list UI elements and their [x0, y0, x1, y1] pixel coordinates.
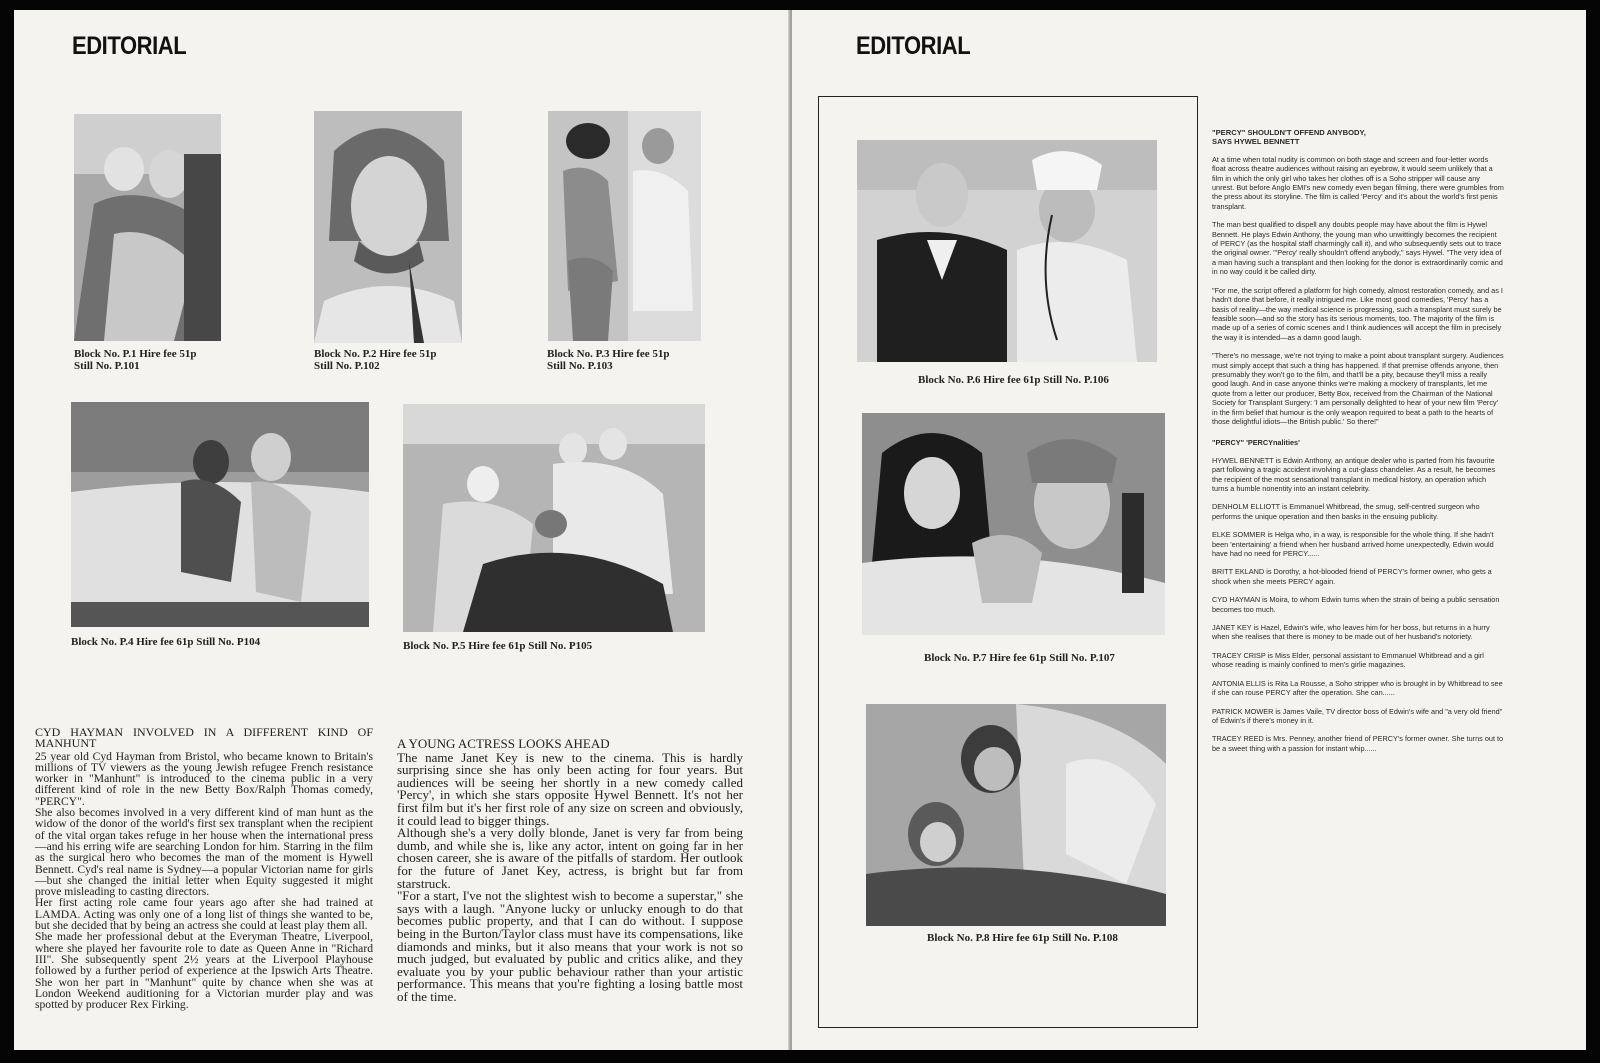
article-paragraph: Her first acting role came four years ago after she had trained at LAMDA. Acting was only one of a long list of things she wanted to be, but she decided that by being an actress she could at least play them all. [35, 896, 373, 933]
column-paragraph: At a time when total nudity is common on both stage and screen and four-letter words float across theatre audiences without raising an eyebrow, it would seem unlikely that a film in which the only girl who takes her clothes off is a Soho stripper will cause any unrest. But before Anglo EMI's new comedy even began filming, there were grumbles from the press about its storyline. The film is called 'Percy' and it's about the world's first penis transplant. [1212, 154, 1504, 211]
cast-entry: JANET KEY is Hazel, Edwin's wife, who leaves him for her boss, but returns in a hurry when she realises that there is money to be made out of her husband's notoriety. [1212, 623, 1490, 642]
caption-p5 [403, 640, 592, 652]
still-photo-p103 [548, 111, 701, 341]
caption-p1-line1: Block No. P.1 Hire fee 51p [74, 348, 197, 360]
caption-p5-line1: Block No. P.5 Hire fee 61p Still No. P105 [403, 640, 593, 652]
cast-entry: DENHOLM ELLIOTT is Emmanuel Whitbread, the smug, self-centred surgeon who performs the unique operation and then basks in the ensuing publicity. [1212, 502, 1480, 521]
percy-article-column [1212, 128, 1504, 762]
cast-entry: PATRICK MOWER is James Vaile, TV director boss of Edwin's wife and "a very old friend" of Edwin's if there's money in it. [1212, 706, 1503, 725]
article-young-actress-title: A YOUNG ACTRESS LOOKS AHEAD [397, 736, 610, 751]
still-photo-p106 [857, 140, 1157, 362]
right-heading: EDITORIAL [856, 32, 971, 60]
article-paragraph: Although she's a very dolly blonde, Janet is very far from being dumb, and while she is, like any actor, intent on going far in her chosen career, she is aware of the pitfalls of stardom. Her outlook for the future of Janet Key, actress, is bright but far from starstruck. [397, 825, 743, 891]
article-young-actress [397, 738, 743, 1003]
article-paragraph: 25 year old Cyd Hayman from Bristol, who became known to Britain's millions of TV viewers as the young Jewish refugee French resistance worker in "Manhunt" is introduced to the cinema public in a very different kind of role in the new Betty Box/Ralph Thomas comedy, "PERCY". [35, 749, 373, 808]
caption-p8 [927, 932, 1118, 944]
caption-p1-line2: Still No. P.101 [74, 360, 140, 372]
column-paragraph: The man best qualified to dispell any doubts people may have about the film is Hywel Bennett. He plays Edwin Anthony, the young man who unwittingly becomes the recipient of PERCY (as the hospital staff charmingly call it), and who subsequently sets out to trace the original owner. "'Percy' really shouldn't offend anybody," says Hywel. "The very idea of a man having such a transplant and then looking for the donor is extraordinarily comic and in no way could it be called dirty. [1212, 220, 1503, 277]
caption-p6 [918, 374, 1109, 386]
still-photo-p105 [403, 404, 705, 632]
caption-p3-line2: Still No. P.103 [547, 360, 613, 372]
cast-entry: CYD HAYMAN is Moira, to whom Edwin turns when the strain of being a public sensation becomes too much. [1212, 595, 1500, 614]
left-page [14, 10, 790, 1050]
column-paragraph: "For me, the script offered a platform for high comedy, almost restoration comedy, and as I hadn't done that before, it really intrigued me. Like most good comedies, 'Percy' has a basis of reality—the way medical science is progressing, such a transplant must surely be feasible soon—and so the story has its serious moments, too. The majority of the film is made up of a series of comic scenes and I think audiences will accept the film in precisely the way it is intended—as a damn good laugh. [1212, 285, 1503, 342]
cast-entry: BRITT EKLAND is Dorothy, a hot-blooded friend of PERCY's former owner, who gets a shock when she meets PERCY again. [1212, 567, 1492, 586]
article-paragraph: The name Janet Key is new to the cinema. This is hardly surprising since she has only been acting for four years. But audiences will be seeing her shortly in a new comedy called 'Percy', in which she stars opposite Hywel Bennett. It's not her first film but it's her first role of any size on screen and obviously, it could lead to bigger things. [397, 749, 743, 828]
caption-p2-line2: Still No. P.102 [314, 360, 380, 372]
percynalities-subtitle: "PERCY" 'PERCYnalities' [1212, 438, 1300, 448]
caption-p7-line1: Block No. P.7 Hire fee 61p Still No. P.107 [924, 652, 1115, 664]
column-paragraph: "There's no message, we're not trying to make a point about transplant surgery. Audiences must simply accept that such a thing has happened. If that premise offends anyone, then presumably they won't go to the film, and that'll be a pity, because they'll miss a really good laugh. And in case anyone thinks we're making a mockery of transplants, let me quote from a letter our producer, Betty Box, received from the Chairman of the National Society for Transplant Surgery: 'I am personally delighted to hear of your new film 'Percy' in the firm belief that humour is the only weapon required to beat a path to the hearts of those delightful idiots—the British public.' So there!" [1212, 351, 1504, 426]
caption-p2 [314, 348, 437, 372]
cast-entry: TRACEY CRISP is Miss Elder, personal assistant to Emmanuel Whitbread and a girl whose reading is mainly confined to men's girlie magazines. [1212, 650, 1484, 670]
caption-p1 [74, 348, 197, 372]
caption-p4-line1: Block No. P.4 Hire fee 61p Still No. P104 [71, 636, 261, 648]
still-photo-p101 [74, 114, 221, 341]
still-photo-p108 [866, 704, 1166, 926]
caption-p6-line1: Block No. P.6 Hire fee 61p Still No. P.106 [918, 374, 1109, 386]
article-paragraph: "For a start, I've not the slightest wish to become a superstar," she says with a laugh. "Anyone lucky or unlucky enough to do that becomes public property, and that I can do without. I suppose being in the Burton/Taylor class must have its compensations, like diamonds and minks, but it also means that your work is not so much judged, but evaluated by public and critics alike, and they evaluate you by your public behaviour rather than your artistic performance. This means that you're fighting a losing battle most of the time. [397, 888, 743, 1004]
caption-p4 [71, 636, 260, 648]
percy-article-title [1212, 128, 1504, 147]
article-cyd-hayman [35, 727, 373, 1010]
cast-entry: ANTONIA ELLIS is Rita La Rousse, a Soho stripper who is brought in by Whitbread to see if she can rouse PERCY after the operation. She can...... [1212, 678, 1503, 698]
caption-p8-line1: Block No. P.8 Hire fee 61p Still No. P.108 [927, 932, 1118, 944]
article-paragraph: She made her professional debut at the Everyman Theatre, Liverpool, where she played her favourite role to date as Queen Anne in "Richard III". She subsequently spent 2½ years at the Liverpool Playhouse followed by a further period of experience at the Ipswich Arts Theatre. She won her part in "Manhunt" quite by chance when she was at London Weekend auditioning for a Victorian murder play and was spotted by producer Rex Firking. [35, 930, 373, 1012]
caption-p2-line1: Block No. P.2 Hire fee 51p [314, 348, 437, 360]
percy-article-title-line2: SAYS HYWEL BENNETT [1212, 137, 1300, 147]
caption-p3-line1: Block No. P.3 Hire fee 51p [547, 348, 670, 360]
percy-article-title-line1: "PERCY" SHOULDN'T OFFEND ANYBODY, [1212, 128, 1366, 137]
cast-entry: TRACEY REED is Mrs. Penney, another friend of PERCY's former owner. She turns out to be a sweet thing with a passion for instant whip...... [1212, 734, 1504, 753]
still-photo-p107 [862, 413, 1165, 635]
article-paragraph: She also becomes involved in a very different kind of man hunt as the widow of the donor of the world's first sex transplant when the recipient of the vital organ takes refuge in her house when the international press—and his erring wife are searching London for him. Starring in the film as the surgical hero who becomes the man of the moment is Hywell Bennett. Cyd's real name is Sydney—a popular Victorian name for girls—but she changed the initial letter when Equity suggested it might prove misleading to casting directors. [35, 806, 373, 899]
cast-entry: HYWEL BENNETT is Edwin Anthony, an antique dealer who is parted from his favourite part following a tragic accident involving a cut-glass chandelier. As a result, he becomes the recipient of the most sensational transplant in medical history, an operation which turns a humble nonentity into an instant celebrity. [1212, 455, 1496, 493]
still-photo-p102 [314, 111, 462, 343]
right-page [792, 10, 1586, 1050]
article-cyd-hayman-title: CYD HAYMAN INVOLVED IN A DIFFERENT KIND OF MANHUNT [35, 725, 373, 751]
left-heading: EDITORIAL [72, 32, 187, 60]
caption-p7 [924, 652, 1115, 664]
cast-entry: ELKE SOMMER is Helga who, in a way, is responsible for the whole thing. If she hadn't been 'entertaining' a friend when her husband arrived home unexpectedly, Edwin would have had no need for PERCY...... [1212, 530, 1494, 559]
still-photo-p104 [71, 402, 369, 627]
caption-p3 [547, 348, 670, 372]
